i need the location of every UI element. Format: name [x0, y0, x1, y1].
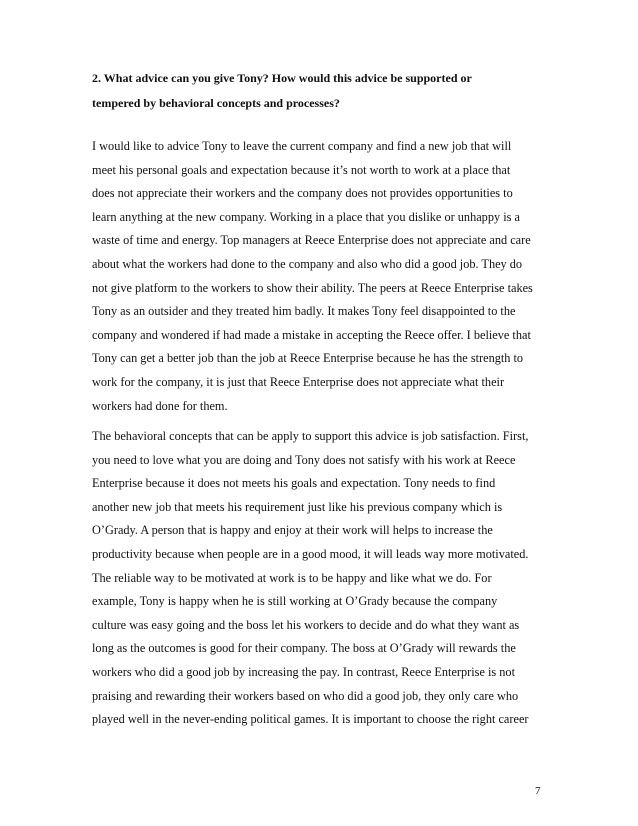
paragraph-line: learn anything at the new company. Working in a place that you dislike or unhappy is a [92, 209, 520, 224]
paragraph-line: example, Tony is happy when he is still working at O’Grady because the company [92, 594, 498, 609]
paragraph-line: another new job that meets his requirement just like his previous company which is [92, 499, 503, 514]
paragraph-line: work for the company, it is just that Reece Enterprise does not appreciate what their [92, 374, 505, 389]
heading-line: 2. What advice can you give Tony? How would this advice be supported or [92, 71, 472, 85]
heading-line: tempered by behavioral concepts and processes? [92, 96, 340, 110]
paragraph-line: workers who did a good job by increasing the pay. In contrast, Reece Enterprise is not [92, 664, 515, 679]
paragraph-line: The reliable way to be motivated at work is to be happy and like what we do. For [92, 570, 492, 585]
question-heading [92, 66, 552, 116]
paragraph-line: O’Grady. A person that is happy and enjoy at their work will helps to increase the [92, 523, 493, 538]
paragraph-line: The behavioral concepts that can be apply to support this advice is job satisfaction. First, [92, 429, 529, 443]
paragraph-line: waste of time and energy. Top managers at Reece Enterprise does not appreciate and care [92, 233, 531, 248]
paragraph-line: Enterprise because it does not meets his goals and expectation. Tony needs to find [92, 476, 496, 491]
paragraph-line: Tony can get a better job than the job at Reece Enterprise because he has the strength to [92, 351, 524, 366]
paragraph-line: workers had done for them. [92, 398, 228, 413]
paragraph-line: played well in the never-ending political games. It is important to choose the right career [92, 712, 529, 727]
answer-paragraph-2 [92, 425, 552, 732]
paragraph-line: company and wondered if had made a mistake in accepting the Reece offer. I believe that [92, 327, 531, 342]
page-number: 7 [535, 785, 541, 797]
paragraph-line: about what the workers had done to the company and also who did a good job. They do [92, 256, 523, 271]
paragraph-line: Tony as an outsider and they treated him badly. It makes Tony feel disappointed to the [92, 304, 516, 319]
answer-paragraph-1 [92, 135, 552, 418]
paragraph-line: not give platform to the workers to show their ability. The peers at Reece Enterprise takes [92, 280, 533, 295]
paragraph-line: productivity because when people are in a good mood, it will leads way more motivated. [92, 546, 529, 561]
paragraph-line: long as the outcomes is good for their company. The boss at O’Grady will rewards the [92, 641, 516, 656]
paragraph-line: does not appreciate their workers and the company does not provides opportunities to [92, 186, 513, 201]
paragraph-line: I would like to advice Tony to leave the current company and find a new job that will [92, 139, 512, 153]
paragraph-line: you need to love what you are doing and Tony does not satisfy with his work at Reece [92, 452, 516, 467]
paragraph-line: culture was easy going and the boss let his workers to decide and do what they want as [92, 617, 520, 632]
paragraph-line: praising and rewarding their workers based on who did a good job, they only care who [92, 688, 519, 703]
paragraph-line: meet his personal goals and expectation because it’s not worth to work at a place that [92, 162, 511, 177]
